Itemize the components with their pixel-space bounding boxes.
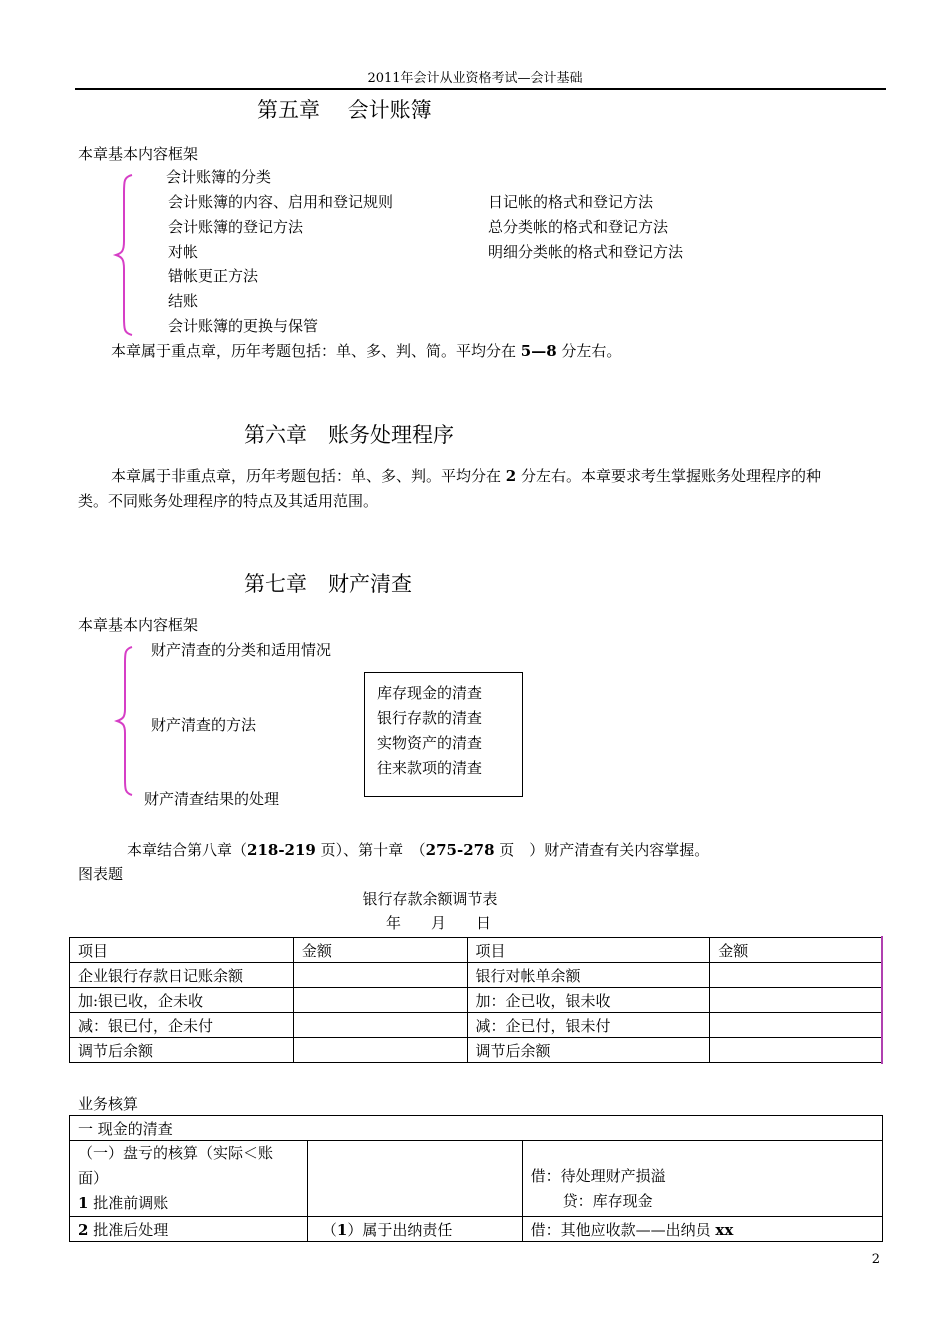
ch6-note-line1: 本章属于非重点章，历年考题包括：单、多、判。平均分在 2 分左右。本章要求考生掌握账务处理程序的种: [111, 467, 821, 485]
table-title: 银行存款余额调节表: [362, 890, 498, 908]
ch7-brace-icon: [114, 645, 136, 797]
table-row: [70, 1038, 883, 1063]
ch5-item: 会计账簿的内容、启用和登记规则: [168, 193, 394, 211]
page-number: 2: [871, 1252, 880, 1267]
table-cell: 企业银行存款日记账余额: [70, 963, 294, 988]
table-cell: 减：企已付，银未付: [467, 1013, 710, 1038]
header-cell: 项目: [70, 938, 294, 963]
cash-check-table: [69, 1115, 883, 1242]
table-cell: （1）属于出纳责任: [307, 1217, 522, 1242]
ch5-item: 会计账簿的登记方法: [168, 218, 304, 236]
chapter5-title: 第五章 会计账簿: [257, 98, 432, 122]
ch5-framework-label: 本章基本内容框架: [78, 145, 199, 163]
table-cell: [293, 1038, 467, 1063]
table-edge-mark: [881, 936, 883, 1064]
table-row: [70, 1013, 883, 1038]
ch5-sub-item: 明细分类帐的格式和登记方法: [488, 243, 684, 261]
table-header-row: [70, 938, 883, 963]
table-cell: （一）盘亏的核算（实际＜账 面） 1 批准前调账: [70, 1141, 308, 1217]
table-row: [70, 1116, 883, 1141]
header-cell: 金额: [710, 938, 883, 963]
chapter7-title: 第七章 财产清查: [244, 572, 412, 596]
ch5-item: 结账: [168, 292, 199, 310]
header-cell: 项目: [467, 938, 710, 963]
table-date: 年 月 日: [386, 914, 492, 932]
table-cell: [710, 1038, 883, 1063]
ch5-item: 错帐更正方法: [168, 267, 259, 285]
chart-question-label: 图表题: [78, 865, 124, 883]
table-cell: [293, 1013, 467, 1038]
table-cell: 减：银已付，企未付: [70, 1013, 294, 1038]
table-cell: [710, 963, 883, 988]
table-cell: 借：待处理财产损溢 贷：库存现金: [522, 1141, 882, 1217]
ch6-note-line2: 类。不同账务处理程序的特点及其适用范围。: [78, 492, 379, 510]
table-cell: 银行对帐单余额: [467, 963, 710, 988]
bank-reconciliation-table: [69, 937, 883, 1063]
table-cell: [307, 1141, 522, 1217]
table-cell: 调节后余额: [467, 1038, 710, 1063]
header-rule: [75, 88, 886, 90]
ch5-note: 本章属于重点章，历年考题包括：单、多、判、简。平均分在 5—8 分左右。: [111, 342, 622, 360]
chapter6-title: 第六章 账务处理程序: [244, 423, 454, 447]
ch5-brace-icon: [112, 173, 136, 337]
table-cell: 调节后余额: [70, 1038, 294, 1063]
ch7-item: 财产清查结果的处理: [144, 790, 280, 808]
table-cell: 加：企已收，银未收: [467, 988, 710, 1013]
page-header: 2011年会计从业资格考试—会计基础: [367, 71, 583, 86]
accounting-label: 业务核算: [78, 1095, 139, 1113]
ch7-note: 本章结合第八章（218-219 页）、第十章 （275-278 页 ）财产清查有关内容掌握。: [127, 841, 710, 859]
ch5-sub-item: 日记帐的格式和登记方法: [488, 193, 654, 211]
box-item: 实物资产的清查: [377, 734, 483, 752]
table-cell: 加:银已收，企未收: [70, 988, 294, 1013]
table-row: [70, 1217, 883, 1242]
ch5-item: 会计账簿的更换与保管: [168, 317, 319, 335]
box-item: 往来款项的清查: [377, 759, 483, 777]
table-cell: 2 批准后处理: [70, 1217, 308, 1242]
box-item: 库存现金的清查: [377, 684, 483, 702]
table-cell: 借：其他应收款——出纳员 xx: [522, 1217, 882, 1242]
ch7-item: 财产清查的方法: [151, 716, 257, 734]
table-row: [70, 963, 883, 988]
table-cell: [710, 988, 883, 1013]
header-cell: 金额: [293, 938, 467, 963]
ch5-sub-item: 总分类帐的格式和登记方法: [488, 218, 669, 236]
ch7-framework-label: 本章基本内容框架: [78, 616, 199, 634]
table-cell: [710, 1013, 883, 1038]
ch5-item: 对帐: [168, 243, 199, 261]
table-cell: [293, 988, 467, 1013]
ch5-item: 会计账簿的分类: [166, 168, 272, 186]
ch7-method-box: [364, 672, 523, 797]
table-cell: 一 现金的清查: [70, 1116, 883, 1141]
table-row: [70, 1141, 883, 1217]
table-row: [70, 988, 883, 1013]
table-cell: [293, 963, 467, 988]
box-item: 银行存款的清查: [377, 709, 483, 727]
ch7-item: 财产清查的分类和适用情况: [151, 641, 332, 659]
